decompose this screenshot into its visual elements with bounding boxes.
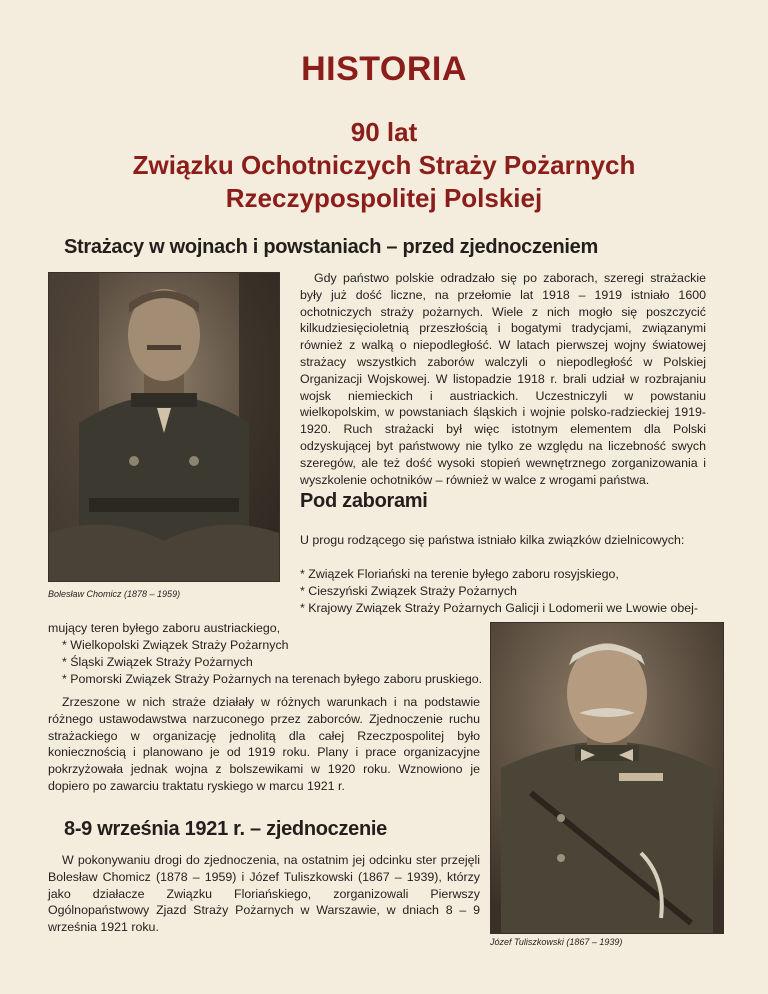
unions-list-part-2 [62,637,502,687]
subtitle-line-1: 90 lat [350,117,418,147]
list-continuation: mujący teren byłego zaboru austriackiego, [48,621,281,635]
list-item: * Krajowy Związek Straży Pożarnych Galicji i Lodomerii we Lwowie obej- [300,600,699,615]
portrait-photo-chomicz [48,272,280,582]
list-item: * Śląski Związek Straży Pożarnych [62,654,253,669]
paragraph-partitions-intro: U progu rodzącego się państwa istniało kilka związków dzielnicowych: [300,533,685,547]
list-item: * Pomorski Związek Straży Pożarnych na terenach byłego zaboru pruskiego. [62,671,483,686]
section-heading-wars: Strażacy w wojnach i powstaniach – przed zjednoczeniem [64,236,598,258]
subtitle-line-2: Związku Ochotniczych Straży Pożarnych [132,150,636,180]
photo-caption-chomicz: Bolesław Chomicz (1878 – 1959) [48,589,181,599]
paragraph-wars: Gdy państwo polskie odradzało się po zaborach, szeregi strażackie były już dość liczne, na przełomie lat 1918 – 1919 istniało 1600 ochotniczych straży pożarnych. Wiele z nich mogło się poszczycić kilkudziesięcioletnią przeszłością i bogatymi tradycjami, związanymi również z walką o niepodległość. W latach pierwszej wojny światowej strażacy wszystkich zaborów walczyli o niepodległość w Polskiej Organizacji Wojskowej. W listopadzie 1918 r. brali udział w rozbrajaniu wojsk niemieckich i austriackich. Uczestniczyli w powstaniu wielkopolskim, w powstaniach śląskich i wojnie polsko-radzieckiej 1919-1920. Ruch strażacki był więc istotnym elementem dla Polski odzyskującej byt państwowy nie tylko ze względu na liczebność swych szeregów, ale też dość wysoki stopień wewnętrznego zorganizowania i wyszkolenie ochotników – również w walce z wrogami państwa. [300,271,706,487]
photo-caption-tuliszkowski: Józef Tuliszkowski (1867 – 1939) [490,937,623,947]
paragraph-unification: W pokonywaniu drogi do zjednoczenia, na ostatnim jej odcinku ster przejęli Bolesław Chomicz (1878 – 1959) i Józef Tuliszkowski (1867 – 1939), którzy jako działacze Związku Floriańskiego, zorganizowali Pierwszy Ogólnopaństwowy Zjazd Straży Pożarnych w Warszawie, w dniach 8 – 9 września 1921 roku. [48,853,480,935]
portrait-illustration [491,623,723,933]
portrait-illustration [49,273,279,581]
page-title: HISTORIA [301,50,467,88]
list-item: * Wielkopolski Związek Straży Pożarnych [62,638,289,652]
section-heading-partitions: Pod zaborami [300,490,428,512]
list-item: * Związek Floriański na terenie byłego zaboru rosyjskiego, [300,567,619,581]
list-item: * Cieszyński Związek Straży Pożarnych [300,583,517,598]
portrait-photo-tuliszkowski [490,622,724,934]
section-heading-unification: 8-9 września 1921 r. – zjednoczenie [64,818,387,840]
subtitle-line-3: Rzeczypospolitej Polskiej [225,183,543,213]
unions-list-part-1 [300,566,720,616]
paragraph-partitions: Zrzeszone w nich straże działały w różnych warunkach i na podstawie różnego ustawodawstwa narzuconego przez zaborców. Zjednoczenie ruchu strażackiego w organizację jednolitą dla całej Rzeczpospolitej było koniecznością i planowano je od 1919 roku. Plany i prace organizacyjne pokrzyżowała jednak wojna z bolszewikami w 1920 roku. Wznowiono je dopiero po zawarciu traktatu ryskiego w marcu 1921 r. [48,695,480,793]
